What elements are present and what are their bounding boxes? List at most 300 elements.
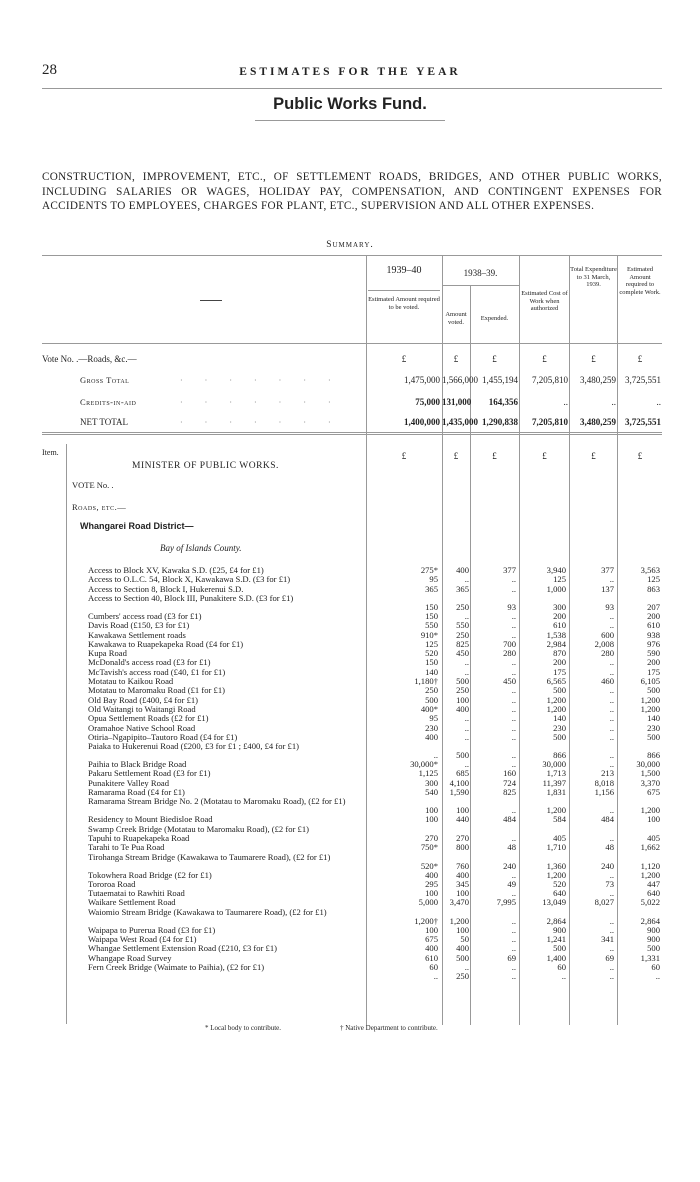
item-value: 125 — [647, 574, 660, 585]
item-value: .. — [609, 703, 614, 714]
item-value: .. — [609, 694, 614, 705]
item-name: Opua Settlement Roads (£2 for £1) — [88, 713, 209, 724]
item-name: Tokowhera Road Bridge (£2 for £1) — [88, 869, 212, 880]
item-value: 640 — [553, 888, 566, 899]
item-value: 900 — [553, 924, 566, 935]
item-value: 400 — [425, 869, 438, 880]
item-value: .. — [609, 869, 614, 880]
item-value: 938 — [647, 629, 660, 640]
col-head-est-complete: Estimated Amount required to complete Work. — [619, 266, 661, 296]
item-value: 500 — [647, 685, 660, 696]
item-value: .. — [511, 694, 516, 705]
item-value: .. — [609, 713, 614, 724]
item-value: 450 — [456, 648, 469, 659]
item-value: 520* — [420, 860, 438, 871]
pound-sign: £ — [401, 354, 407, 364]
pound-sign: £ — [492, 354, 497, 364]
item-value: 1,713 — [546, 768, 566, 779]
item-value: .. — [609, 924, 614, 935]
summary-cell: .. — [611, 397, 616, 407]
item-value: 8,027 — [594, 897, 614, 908]
item-value: 1,200 — [546, 869, 566, 880]
item-value: 400 — [456, 943, 469, 954]
item-name: Old Waitangi to Waitangi Road — [88, 703, 196, 714]
item-value: 400* — [420, 703, 438, 714]
item-value: 1,200 — [640, 703, 660, 714]
item-value: 2,864 — [640, 915, 660, 926]
item-name: Ramarama Stream Bridge No. 2 (Motatau to Maromaku Road), (£2 for £1) — [88, 796, 346, 807]
item-value: 1,200 — [546, 694, 566, 705]
item-value: .. — [609, 759, 614, 770]
item-value: 2,984 — [546, 638, 566, 649]
item-name: Tapuhi to Ruapekapeka Road — [88, 832, 190, 843]
item-name: Kupa Road — [88, 648, 127, 659]
item-value: 60 — [651, 961, 660, 972]
item-value: 207 — [647, 601, 660, 612]
item-value: .. — [609, 722, 614, 733]
item-value: 1,125 — [418, 768, 438, 779]
item-value: 1,200† — [414, 915, 438, 926]
item-value: 584 — [553, 814, 566, 825]
item-value: 1,200 — [640, 869, 660, 880]
item-value: 100 — [456, 888, 469, 899]
pound-sign: £ — [401, 451, 407, 461]
item-value: .. — [609, 731, 614, 742]
item-value: 484 — [503, 814, 516, 825]
item-name: Kawakawa to Ruapekapeka Road (£4 for £1) — [88, 638, 244, 649]
item-value: 700 — [503, 638, 516, 649]
district-heading: Whangarei Road District— — [80, 521, 194, 531]
item-value: 100 — [425, 814, 438, 825]
item-value: 900 — [647, 934, 660, 944]
summary-cell: 1,566,000 — [442, 375, 478, 385]
summary-cell: 1,435,000 — [442, 417, 478, 427]
item-value: .. — [511, 924, 516, 935]
item-value: 5,000 — [418, 897, 438, 908]
item-value: .. — [511, 805, 516, 816]
item-value: 610 — [553, 620, 566, 631]
item-value: 1,200 — [640, 805, 660, 816]
item-value: .. — [609, 610, 614, 621]
item-value: 1,710 — [546, 842, 566, 853]
item-name: Tutaematai to Rawhiti Road — [88, 888, 185, 899]
item-value: .. — [511, 934, 516, 944]
item-value: .. — [464, 759, 469, 770]
item-value: 365 — [456, 583, 469, 594]
item-value: 640 — [647, 888, 660, 899]
item-value: 1,000 — [546, 583, 566, 594]
item-value: 1,538 — [546, 629, 566, 640]
summary-cell: 3,725,551 — [625, 417, 661, 427]
leader-dots: · · · · · · · — [180, 398, 341, 407]
item-value: .. — [464, 961, 469, 972]
footnote-native: † Native Department to contribute. — [340, 1024, 438, 1032]
item-value: 1,241 — [546, 934, 566, 944]
item-value: .. — [511, 610, 516, 621]
item-value: 30,000 — [636, 759, 660, 770]
item-value: 825 — [456, 638, 469, 649]
item-value: 200 — [647, 610, 660, 621]
item-value: 250 — [425, 685, 438, 696]
item-value: .. — [511, 961, 516, 972]
item-value: 150 — [425, 601, 438, 612]
item-value: 3,370 — [640, 777, 660, 788]
item-value: 447 — [647, 878, 660, 889]
summary-label: Summary. — [326, 240, 374, 250]
summary-row-label: Credits-in-aid — [80, 397, 137, 407]
item-value: 863 — [647, 583, 660, 594]
item-value: 500 — [553, 731, 566, 742]
item-value: 610 — [647, 620, 660, 631]
item-value: 377 — [601, 565, 614, 575]
item-value: 1,156 — [594, 787, 614, 797]
item-name: Access to Section 8, Block I, Hukerenui S.D. — [88, 583, 244, 594]
item-value: 500 — [456, 952, 469, 963]
item-value: 48 — [605, 842, 614, 853]
item-label: Item. — [42, 448, 59, 457]
summary-row-label: NET TOTAL — [80, 417, 129, 427]
item-value: 30,000* — [410, 759, 438, 770]
item-value: 400 — [425, 943, 438, 954]
item-value: 1,200 — [449, 915, 469, 926]
summary-cell: 1,400,000 — [404, 417, 440, 427]
item-value: .. — [464, 731, 469, 742]
item-value: 2,008 — [594, 638, 614, 649]
pound-sign: £ — [453, 451, 459, 461]
item-name: Tirohanga Stream Bridge (Kawakawa to Taumarere Road), (£2 for £1) — [88, 851, 331, 862]
item-value: 100 — [456, 805, 469, 816]
pound-sign: £ — [591, 451, 596, 461]
item-name: McTavish's access road (£40, £1 for £1) — [88, 666, 226, 677]
item-value: .. — [511, 915, 516, 926]
minister-heading: MINISTER OF PUBLIC WORKS. — [132, 461, 279, 471]
item-value: 11,397 — [542, 777, 566, 788]
item-name: Ramarama Road (£4 for £1) — [88, 787, 185, 797]
item-value: 4,100 — [449, 777, 469, 788]
item-name: Old Bay Road (£400, £4 for £1) — [88, 694, 199, 705]
item-value: 866 — [553, 750, 566, 761]
item-name: Fern Creek Bridge (Waimate to Paihia), (£2 for £1) — [88, 961, 265, 972]
item-value: 825 — [503, 787, 516, 797]
item-value: .. — [511, 583, 516, 594]
leader-dots: · · · · · · · — [180, 418, 341, 427]
item-value: 365 — [425, 583, 438, 594]
item-value: .. — [609, 971, 614, 982]
summary-cell: 3,480,259 — [580, 417, 616, 427]
item-value: 1,200 — [546, 703, 566, 714]
item-value: 140 — [553, 713, 566, 724]
item-value: .. — [511, 722, 516, 733]
item-value: 500 — [456, 676, 469, 686]
item-value: 500 — [425, 694, 438, 705]
item-name: Punakitere Valley Road — [88, 777, 169, 788]
item-value: 600 — [601, 629, 614, 640]
item-value: 250 — [456, 601, 469, 612]
item-value: .. — [511, 666, 516, 677]
item-value: 300 — [553, 601, 566, 612]
item-value: 230 — [425, 722, 438, 733]
item-value: 60 — [557, 961, 566, 972]
item-value: 240 — [601, 860, 614, 871]
item-value: 100 — [647, 814, 660, 825]
item-value: 230 — [553, 722, 566, 733]
stub-dash — [200, 300, 222, 301]
item-value: 610 — [425, 952, 438, 963]
item-value: .. — [464, 657, 469, 668]
item-value: 400 — [456, 703, 469, 714]
running-title: ESTIMATES FOR THE YEAR — [239, 66, 461, 78]
item-value: 870 — [553, 648, 566, 659]
pound-sign: £ — [591, 354, 596, 364]
summary-row-label: Gross Total — [80, 375, 130, 385]
item-value: 1,200 — [640, 694, 660, 705]
subhead-rule-1939 — [368, 290, 440, 291]
item-value: .. — [609, 657, 614, 668]
summary-cell: .. — [563, 397, 568, 407]
item-value: .. — [511, 713, 516, 724]
item-name: Swamp Creek Bridge (Motatau to Maromaku Road), (£2 for £1) — [88, 823, 309, 834]
item-value: 7,995 — [496, 897, 516, 908]
item-value: 675 — [647, 787, 660, 797]
item-value: 100 — [425, 805, 438, 816]
item-name: Waipapa to Purerua Road (£3 for £1) — [88, 924, 216, 935]
item-value: 100 — [425, 924, 438, 935]
item-value: 1,500 — [640, 768, 660, 779]
item-value: 400 — [425, 731, 438, 742]
item-value: 6,105 — [640, 676, 660, 686]
item-value: 1,331 — [640, 952, 660, 963]
item-value: .. — [433, 971, 438, 982]
vote-no: VOTE No. . — [72, 480, 114, 490]
item-value: .. — [609, 805, 614, 816]
item-value: 175 — [647, 666, 660, 677]
item-value: 345 — [456, 878, 469, 889]
item-value: 95 — [429, 574, 438, 585]
col-head-voted: Amount voted. — [445, 311, 467, 326]
item-value: 69 — [507, 952, 516, 963]
item-value: 405 — [553, 832, 566, 843]
item-value: 484 — [601, 814, 614, 825]
item-value: .. — [511, 888, 516, 899]
item-value: 240 — [503, 860, 516, 871]
county-heading: Bay of Islands County. — [160, 543, 242, 553]
item-name: Whangape Road Survey — [88, 952, 172, 963]
item-value: .. — [609, 888, 614, 899]
footnote-local: * Local body to contribute. — [205, 1024, 282, 1032]
item-value: 1,200 — [546, 805, 566, 816]
item-name: Motatau to Kaikou Road — [88, 676, 174, 686]
item-value: 500 — [647, 943, 660, 954]
item-value: .. — [609, 666, 614, 677]
item-value: 295 — [425, 878, 438, 889]
summary-cell: 3,480,259 — [580, 375, 616, 385]
leader-dots: · · · · · · · — [180, 376, 341, 385]
item-value: 48 — [507, 842, 516, 853]
item-value: 73 — [605, 878, 614, 889]
item-value: .. — [511, 943, 516, 954]
fund-title: Public Works Fund. — [273, 95, 427, 113]
pound-sign: £ — [492, 451, 497, 461]
item-value: 3,940 — [546, 565, 566, 575]
summary-cell: 3,725,551 — [625, 375, 661, 385]
item-value: 200 — [647, 657, 660, 668]
item-value: 8,018 — [594, 777, 614, 788]
item-value: .. — [464, 713, 469, 724]
item-name: Waikare Settlement Road — [88, 897, 176, 908]
vote-label: Vote No. .—Roads, &c.— — [42, 354, 137, 364]
item-value: .. — [609, 943, 614, 954]
item-value: .. — [464, 574, 469, 585]
col-head-total-exp: Total Expenditure to 31 March, 1939. — [570, 266, 617, 288]
item-value: 976 — [647, 638, 660, 649]
item-value: 866 — [647, 750, 660, 761]
item-name: Pakaru Settlement Road (£3 for £1) — [88, 768, 211, 779]
item-value: 140 — [425, 666, 438, 677]
section-heading: CONSTRUCTION, IMPROVEMENT, ETC., OF SETTLEMENT ROADS, BRIDGES, AND OTHER PUBLIC WORKS, INCLUDING SALARIES OR WAGES, HOLIDAY PAY, COMPENSATION, AND CONTINGENT EXPENSES FOR ACCIDENTS TO EMPLOYEES, CHARGES FOR PLANT, ETC., SUPERVISION AND ALL OTHER EXPENSES. — [42, 171, 662, 212]
item-value: 590 — [647, 648, 660, 659]
col-head-est-cost: Estimated Cost of Work when authorized — [521, 290, 568, 312]
roads-label: Roads, etc.— — [72, 502, 127, 512]
item-value: 450 — [503, 676, 516, 686]
pound-sign: £ — [637, 451, 643, 461]
item-value: .. — [511, 759, 516, 770]
item-value: 3,563 — [640, 565, 660, 575]
item-value: 270 — [425, 832, 438, 843]
item-value: 100 — [425, 888, 438, 899]
item-value: 30,000 — [542, 759, 566, 770]
item-value: 280 — [503, 648, 516, 659]
summary-cell: .. — [656, 397, 661, 407]
item-value: 3,470 — [449, 897, 469, 908]
item-value: 250 — [456, 629, 469, 640]
item-value: .. — [464, 610, 469, 621]
item-value: 750* — [420, 842, 438, 853]
item-value: 137 — [601, 583, 614, 594]
col-head-1939: 1939–40 — [386, 265, 422, 276]
item-value: .. — [511, 869, 516, 880]
item-value: .. — [561, 971, 566, 982]
item-value: .. — [609, 832, 614, 843]
item-value: 275* — [420, 565, 438, 575]
item-divider — [66, 444, 67, 1024]
item-value: 5,022 — [640, 897, 660, 908]
item-value: 500 — [456, 750, 469, 761]
item-name: Access to Section 40, Block III, Punakitere S.D. (£3 for £1) — [88, 592, 294, 603]
summary-cell: 131,000 — [442, 397, 472, 407]
item-name: Davis Road (£150, £3 for £1) — [88, 620, 190, 631]
item-value: 125 — [425, 638, 438, 649]
col-head-1938: 1938–39. — [463, 268, 498, 278]
pound-sign: £ — [637, 354, 643, 364]
title-rule — [255, 120, 445, 121]
item-value: 93 — [507, 601, 516, 612]
item-value: 6,565 — [546, 676, 566, 686]
item-value: 300 — [425, 777, 438, 788]
item-value: 200 — [553, 610, 566, 621]
item-value: .. — [609, 685, 614, 696]
pound-sign: £ — [542, 354, 547, 364]
item-name: Kawakawa Settlement roads — [88, 629, 186, 640]
item-value: .. — [511, 731, 516, 742]
item-value: 1,400 — [546, 952, 566, 963]
item-value: .. — [511, 832, 516, 843]
header-rule — [42, 88, 662, 89]
item-value: 93 — [605, 601, 614, 612]
item-value: .. — [433, 750, 438, 761]
item-value: 69 — [605, 952, 614, 963]
item-value: 1,120 — [640, 860, 660, 871]
item-value: 685 — [456, 768, 469, 779]
item-value: 460 — [601, 676, 614, 686]
pound-sign: £ — [542, 451, 547, 461]
item-value: 500 — [553, 685, 566, 696]
item-name: Waiomio Stream Bridge (Kawakawa to Taumarere Road), (£2 for £1) — [88, 906, 327, 917]
item-value: 95 — [429, 713, 438, 724]
item-value: 250 — [456, 971, 469, 982]
item-value: 341 — [601, 934, 614, 944]
item-name: Oramahoe Native School Road — [88, 722, 196, 733]
item-value: 125 — [553, 574, 566, 585]
item-value: 175 — [553, 666, 566, 677]
item-value: 270 — [456, 832, 469, 843]
item-value: 550 — [425, 620, 438, 631]
item-value: 800 — [456, 842, 469, 853]
page-number: 28 — [42, 62, 57, 78]
item-value: .. — [464, 666, 469, 677]
item-value: .. — [609, 750, 614, 761]
item-value: .. — [511, 574, 516, 585]
item-value: 400 — [456, 565, 469, 575]
item-name: Waipapa West Road (£4 for £1) — [88, 934, 197, 944]
item-value: 50 — [460, 934, 469, 944]
item-value: 910* — [420, 629, 438, 640]
item-value: 1,180† — [414, 676, 438, 686]
item-value: 1,662 — [640, 842, 660, 853]
item-value: 400 — [456, 869, 469, 880]
item-value: 1,360 — [546, 860, 566, 871]
item-name: McDonald's access road (£3 for £1) — [88, 657, 211, 668]
item-value: 60 — [429, 961, 438, 972]
item-value: .. — [511, 657, 516, 668]
item-value: 150 — [425, 610, 438, 621]
item-value: .. — [511, 620, 516, 631]
summary-cell: 1,475,000 — [404, 375, 440, 385]
item-value: 724 — [503, 777, 516, 788]
item-name: Tororoa Road — [88, 878, 136, 889]
item-value: 140 — [647, 713, 660, 724]
item-value: .. — [511, 685, 516, 696]
item-value: .. — [511, 629, 516, 640]
item-value: 500 — [553, 943, 566, 954]
pound-sign: £ — [453, 354, 459, 364]
item-value: .. — [511, 971, 516, 982]
item-value: 1,831 — [546, 787, 566, 797]
item-name: Paihia to Black Bridge Road — [88, 759, 187, 770]
summary-cell: 7,205,810 — [532, 417, 568, 427]
item-name: Residency to Mount Biedisloe Road — [88, 814, 213, 825]
item-name: Whangae Settlement Extension Road (£210, £3 for £1) — [88, 943, 278, 954]
summary-cell: 1,290,838 — [482, 417, 518, 427]
summary-cell: 164,356 — [488, 397, 518, 407]
item-value: 520 — [553, 878, 566, 889]
item-name: Motatau to Maromaku Road (£1 for £1) — [88, 685, 225, 696]
item-value: 520 — [425, 648, 438, 659]
item-value: 405 — [647, 832, 660, 843]
item-value: 540 — [425, 787, 438, 797]
item-value: .. — [609, 574, 614, 585]
item-value: 250 — [456, 685, 469, 696]
col-head-est-req: Estimated Amount required to be voted. — [368, 296, 440, 311]
